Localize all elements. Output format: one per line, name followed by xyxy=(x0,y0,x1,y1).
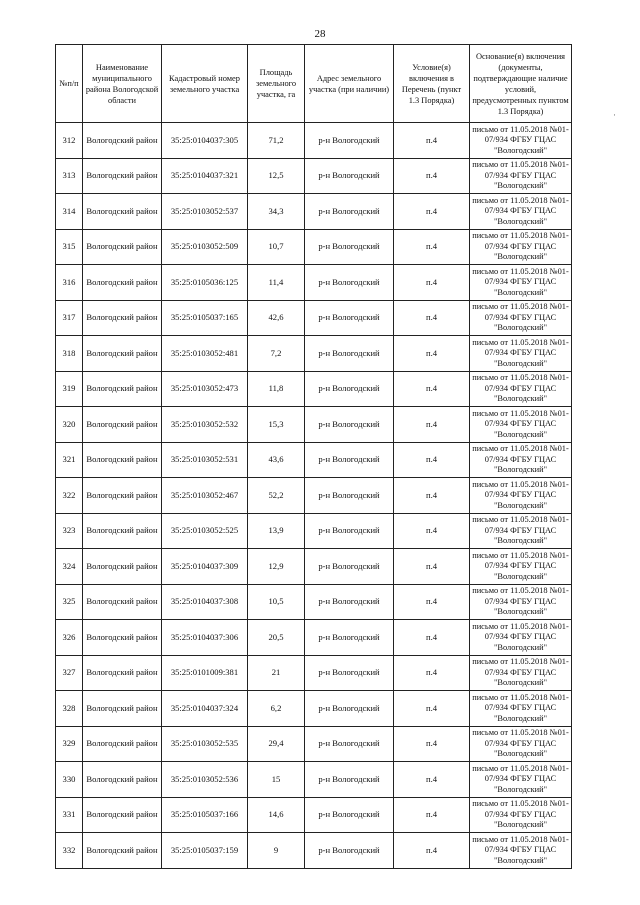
table-row xyxy=(56,336,572,372)
cell-address: р-н Вологодский xyxy=(305,123,394,159)
cell-num: 329 xyxy=(56,726,83,762)
header-district: Наименованиe муниципального района Вологодской области xyxy=(83,45,162,123)
table-row xyxy=(56,620,572,656)
cell-area: 20,5 xyxy=(248,620,305,656)
cell-condition: п.4 xyxy=(394,726,470,762)
cell-address: р-н Вологодский xyxy=(305,407,394,443)
cell-address: р-н Вологодский xyxy=(305,229,394,265)
table-row xyxy=(56,265,572,301)
cell-basis: письмо от 11.05.2018 №01-07/934 ФГБУ ГЦАС "Вологодский" xyxy=(470,407,572,443)
cell-cadastral: 35:25:0103052:535 xyxy=(162,726,248,762)
cell-cadastral: 35:25:0103052:467 xyxy=(162,478,248,514)
cell-cadastral: 35:25:0104037:324 xyxy=(162,691,248,727)
cell-district: Вологодский район xyxy=(83,584,162,620)
page-number: 28 xyxy=(314,28,326,40)
cell-area: 14,6 xyxy=(248,797,305,833)
cell-area: 12,5 xyxy=(248,158,305,194)
table-row xyxy=(56,194,572,230)
cell-basis: письмо от 11.05.2018 №01-07/934 ФГБУ ГЦАС "Вологодский" xyxy=(470,726,572,762)
cell-condition: п.4 xyxy=(394,123,470,159)
cell-basis: письмо от 11.05.2018 №01-07/934 ФГБУ ГЦАС "Вологодский" xyxy=(470,478,572,514)
cell-district: Вологодский район xyxy=(83,549,162,585)
table-row xyxy=(56,513,572,549)
cell-district: Вологодский район xyxy=(83,691,162,727)
cell-district: Вологодский район xyxy=(83,123,162,159)
cell-cadastral: 35:25:0104037:308 xyxy=(162,584,248,620)
cell-num: 312 xyxy=(56,123,83,159)
cell-cadastral: 35:25:0104037:309 xyxy=(162,549,248,585)
cell-address: р-н Вологодский xyxy=(305,655,394,691)
cell-num: 321 xyxy=(56,442,83,478)
cell-cadastral: 35:25:0101009:381 xyxy=(162,655,248,691)
header-basis: Основание(я) включения (документы, подтверждающие наличие условий, предусмотренных пунктом 1.3 Порядка) xyxy=(470,45,572,123)
cell-num: 331 xyxy=(56,797,83,833)
cell-basis: письмо от 11.05.2018 №01-07/934 ФГБУ ГЦАС "Вологодский" xyxy=(470,229,572,265)
table-row xyxy=(56,158,572,194)
header-address: Адрес земельного участка (при наличии) xyxy=(305,45,394,123)
cell-address: р-н Вологодский xyxy=(305,442,394,478)
cell-address: р-н Вологодский xyxy=(305,833,394,869)
cell-basis: письмо от 11.05.2018 №01-07/934 ФГБУ ГЦАС "Вологодский" xyxy=(470,442,572,478)
cell-num: 314 xyxy=(56,194,83,230)
cell-condition: п.4 xyxy=(394,513,470,549)
table-row xyxy=(56,797,572,833)
cell-district: Вологодский район xyxy=(83,513,162,549)
cell-cadastral: 35:25:0104037:321 xyxy=(162,158,248,194)
cell-num: 332 xyxy=(56,833,83,869)
cell-address: р-н Вологодский xyxy=(305,620,394,656)
cell-condition: п.4 xyxy=(394,549,470,585)
header-condition: Условие(я) включения в Перечень (пункт 1.3 Порядка) xyxy=(394,45,470,123)
cell-basis: письмо от 11.05.2018 №01-07/934 ФГБУ ГЦАС "Вологодский" xyxy=(470,797,572,833)
cell-basis: письмо от 11.05.2018 №01-07/934 ФГБУ ГЦАС "Вологодский" xyxy=(470,194,572,230)
land-plots-table xyxy=(55,44,572,869)
cell-cadastral: 35:25:0104037:305 xyxy=(162,123,248,159)
header-cadastral: Кадастровый номер земельного участка xyxy=(162,45,248,123)
table-row xyxy=(56,300,572,336)
cell-cadastral: 35:25:0105037:166 xyxy=(162,797,248,833)
cell-basis: письмо от 11.05.2018 №01-07/934 ФГБУ ГЦАС "Вологодский" xyxy=(470,584,572,620)
cell-district: Вологодский район xyxy=(83,726,162,762)
cell-condition: п.4 xyxy=(394,442,470,478)
cell-num: 317 xyxy=(56,300,83,336)
cell-district: Вологодский район xyxy=(83,300,162,336)
cell-condition: п.4 xyxy=(394,300,470,336)
cell-address: р-н Вологодский xyxy=(305,300,394,336)
cell-address: р-н Вологодский xyxy=(305,478,394,514)
cell-num: 322 xyxy=(56,478,83,514)
cell-basis: письмо от 11.05.2018 №01-07/934 ФГБУ ГЦАС "Вологодский" xyxy=(470,549,572,585)
cell-district: Вологодский район xyxy=(83,655,162,691)
cell-address: р-н Вологодский xyxy=(305,158,394,194)
table-row xyxy=(56,762,572,798)
cell-num: 326 xyxy=(56,620,83,656)
cell-cadastral: 35:25:0105037:165 xyxy=(162,300,248,336)
cell-num: 320 xyxy=(56,407,83,443)
cell-cadastral: 35:25:0103052:536 xyxy=(162,762,248,798)
cell-basis: письмо от 11.05.2018 №01-07/934 ФГБУ ГЦАС "Вологодский" xyxy=(470,336,572,372)
cell-cadastral: 35:25:0103052:481 xyxy=(162,336,248,372)
cell-basis: письмо от 11.05.2018 №01-07/934 ФГБУ ГЦАС "Вологодский" xyxy=(470,655,572,691)
cell-district: Вологодский район xyxy=(83,797,162,833)
cell-basis: письмо от 11.05.2018 №01-07/934 ФГБУ ГЦАС "Вологодский" xyxy=(470,158,572,194)
cell-area: 6,2 xyxy=(248,691,305,727)
cell-condition: п.4 xyxy=(394,158,470,194)
table-row xyxy=(56,833,572,869)
cell-cadastral: 35:25:0103052:473 xyxy=(162,371,248,407)
cell-address: р-н Вологодский xyxy=(305,336,394,372)
cell-num: 328 xyxy=(56,691,83,727)
table-row xyxy=(56,442,572,478)
table-header xyxy=(56,45,572,123)
cell-basis: письмо от 11.05.2018 №01-07/934 ФГБУ ГЦАС "Вологодский" xyxy=(470,691,572,727)
cell-condition: п.4 xyxy=(394,336,470,372)
cell-condition: п.4 xyxy=(394,762,470,798)
cell-district: Вологодский район xyxy=(83,265,162,301)
cell-num: 324 xyxy=(56,549,83,585)
cell-area: 7,2 xyxy=(248,336,305,372)
cell-num: 319 xyxy=(56,371,83,407)
cell-address: р-н Вологодский xyxy=(305,194,394,230)
header-row xyxy=(56,45,572,123)
table-row xyxy=(56,371,572,407)
cell-area: 42,6 xyxy=(248,300,305,336)
cell-district: Вологодский район xyxy=(83,371,162,407)
cell-area: 43,6 xyxy=(248,442,305,478)
cell-cadastral: 35:25:0104037:306 xyxy=(162,620,248,656)
cell-basis: письмо от 11.05.2018 №01-07/934 ФГБУ ГЦАС "Вологодский" xyxy=(470,123,572,159)
cell-area: 13,9 xyxy=(248,513,305,549)
cell-condition: п.4 xyxy=(394,655,470,691)
cell-area: 21 xyxy=(248,655,305,691)
table-row xyxy=(56,655,572,691)
cell-area: 29,4 xyxy=(248,726,305,762)
table-body xyxy=(56,123,572,869)
table-row xyxy=(56,691,572,727)
table-row xyxy=(56,229,572,265)
cell-area: 10,5 xyxy=(248,584,305,620)
cell-num: 325 xyxy=(56,584,83,620)
cell-district: Вологодский район xyxy=(83,442,162,478)
cell-area: 11,4 xyxy=(248,265,305,301)
cell-district: Вологодский район xyxy=(83,478,162,514)
cell-condition: п.4 xyxy=(394,691,470,727)
cell-cadastral: 35:25:0105037:159 xyxy=(162,833,248,869)
cell-basis: письмо от 11.05.2018 №01-07/934 ФГБУ ГЦАС "Вологодский" xyxy=(470,513,572,549)
cell-district: Вологодский район xyxy=(83,229,162,265)
cell-district: Вологодский район xyxy=(83,336,162,372)
cell-basis: письмо от 11.05.2018 №01-07/934 ФГБУ ГЦАС "Вологодский" xyxy=(470,300,572,336)
table-row xyxy=(56,549,572,585)
cell-condition: п.4 xyxy=(394,797,470,833)
cell-num: 327 xyxy=(56,655,83,691)
cell-cadastral: 35:25:0103052:531 xyxy=(162,442,248,478)
cell-num: 315 xyxy=(56,229,83,265)
cell-district: Вологодский район xyxy=(83,194,162,230)
cell-area: 15 xyxy=(248,762,305,798)
header-area: Площадь земельного участка, га xyxy=(248,45,305,123)
cell-cadastral: 35:25:0103052:537 xyxy=(162,194,248,230)
cell-address: р-н Вологодский xyxy=(305,726,394,762)
cell-address: р-н Вологодский xyxy=(305,265,394,301)
cell-cadastral: 35:25:0103052:525 xyxy=(162,513,248,549)
cell-address: р-н Вологодский xyxy=(305,797,394,833)
cell-num: 318 xyxy=(56,336,83,372)
cell-address: р-н Вологодский xyxy=(305,513,394,549)
margin-mark: · xyxy=(613,110,616,120)
cell-num: 330 xyxy=(56,762,83,798)
cell-cadastral: 35:25:0105036:125 xyxy=(162,265,248,301)
cell-condition: п.4 xyxy=(394,478,470,514)
cell-address: р-н Вологодский xyxy=(305,549,394,585)
table-row xyxy=(56,584,572,620)
table-row xyxy=(56,726,572,762)
cell-condition: п.4 xyxy=(394,265,470,301)
cell-district: Вологодский район xyxy=(83,620,162,656)
cell-district: Вологодский район xyxy=(83,833,162,869)
cell-basis: письмо от 11.05.2018 №01-07/934 ФГБУ ГЦАС "Вологодский" xyxy=(470,371,572,407)
cell-area: 15,3 xyxy=(248,407,305,443)
table-row xyxy=(56,123,572,159)
cell-num: 313 xyxy=(56,158,83,194)
cell-address: р-н Вологодский xyxy=(305,584,394,620)
cell-area: 11,8 xyxy=(248,371,305,407)
cell-condition: п.4 xyxy=(394,833,470,869)
cell-condition: п.4 xyxy=(394,371,470,407)
cell-address: р-н Вологодский xyxy=(305,371,394,407)
cell-area: 12,9 xyxy=(248,549,305,585)
cell-district: Вологодский район xyxy=(83,158,162,194)
table-row xyxy=(56,407,572,443)
cell-area: 52,2 xyxy=(248,478,305,514)
cell-basis: письмо от 11.05.2018 №01-07/934 ФГБУ ГЦАС "Вологодский" xyxy=(470,265,572,301)
cell-address: р-н Вологодский xyxy=(305,762,394,798)
cell-area: 34,3 xyxy=(248,194,305,230)
cell-condition: п.4 xyxy=(394,584,470,620)
cell-condition: п.4 xyxy=(394,620,470,656)
cell-basis: письмо от 11.05.2018 №01-07/934 ФГБУ ГЦАС "Вологодский" xyxy=(470,833,572,869)
cell-address: р-н Вологодский xyxy=(305,691,394,727)
cell-area: 9 xyxy=(248,833,305,869)
cell-condition: п.4 xyxy=(394,229,470,265)
cell-num: 323 xyxy=(56,513,83,549)
cell-district: Вологодский район xyxy=(83,407,162,443)
header-num: №п/п xyxy=(56,45,83,123)
cell-condition: п.4 xyxy=(394,194,470,230)
cell-cadastral: 35:25:0103052:509 xyxy=(162,229,248,265)
table-row xyxy=(56,478,572,514)
cell-basis: письмо от 11.05.2018 №01-07/934 ФГБУ ГЦАС "Вологодский" xyxy=(470,762,572,798)
cell-district: Вологодский район xyxy=(83,762,162,798)
cell-cadastral: 35:25:0103052:532 xyxy=(162,407,248,443)
cell-area: 71,2 xyxy=(248,123,305,159)
cell-basis: письмо от 11.05.2018 №01-07/934 ФГБУ ГЦАС "Вологодский" xyxy=(470,620,572,656)
cell-area: 10,7 xyxy=(248,229,305,265)
cell-num: 316 xyxy=(56,265,83,301)
cell-condition: п.4 xyxy=(394,407,470,443)
